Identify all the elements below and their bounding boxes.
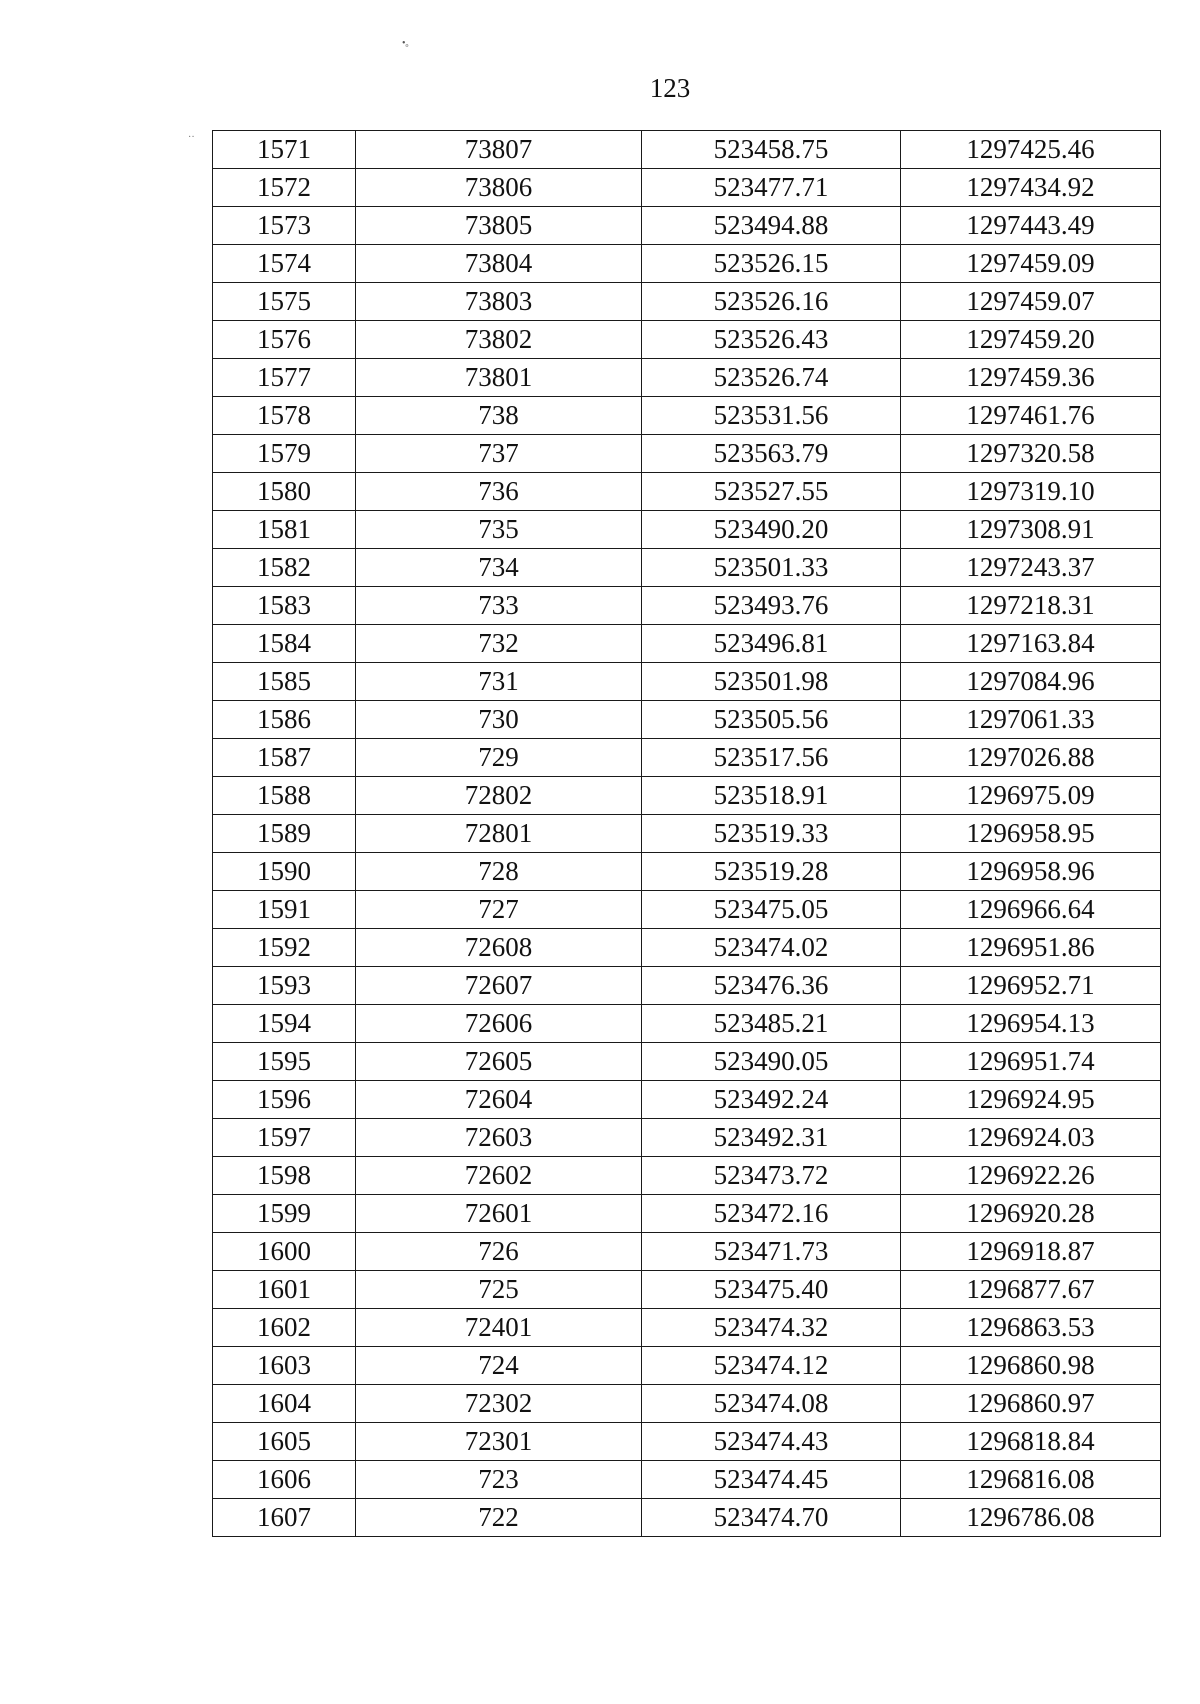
table-row: [213, 1233, 1161, 1271]
row-index-cell: 1576: [213, 321, 356, 359]
x-coordinate-cell: 523474.70: [642, 1499, 901, 1537]
table-row: [213, 701, 1161, 739]
y-coordinate-cell: 1296952.71: [901, 967, 1161, 1005]
point-id-cell: 73804: [356, 245, 642, 283]
point-id-cell: 731: [356, 663, 642, 701]
point-id-cell: 730: [356, 701, 642, 739]
x-coordinate-cell: 523526.43: [642, 321, 901, 359]
row-index-cell: 1582: [213, 549, 356, 587]
y-coordinate-cell: 1296918.87: [901, 1233, 1161, 1271]
row-index-cell: 1577: [213, 359, 356, 397]
table-row: [213, 1081, 1161, 1119]
point-id-cell: 736: [356, 473, 642, 511]
table-row: [213, 777, 1161, 815]
y-coordinate-cell: 1297163.84: [901, 625, 1161, 663]
row-index-cell: 1593: [213, 967, 356, 1005]
row-index-cell: 1584: [213, 625, 356, 663]
row-index-cell: 1605: [213, 1423, 356, 1461]
x-coordinate-cell: 523494.88: [642, 207, 901, 245]
row-index-cell: 1571: [213, 131, 356, 169]
row-index-cell: 1580: [213, 473, 356, 511]
point-id-cell: 73803: [356, 283, 642, 321]
row-index-cell: 1587: [213, 739, 356, 777]
x-coordinate-cell: 523474.08: [642, 1385, 901, 1423]
table-row: [213, 283, 1161, 321]
x-coordinate-cell: 523519.28: [642, 853, 901, 891]
y-coordinate-cell: 1296924.03: [901, 1119, 1161, 1157]
table-row: [213, 131, 1161, 169]
scan-mark: ··: [188, 132, 195, 143]
x-coordinate-cell: 523493.76: [642, 587, 901, 625]
x-coordinate-cell: 523490.20: [642, 511, 901, 549]
table-row: [213, 853, 1161, 891]
y-coordinate-cell: 1296920.28: [901, 1195, 1161, 1233]
x-coordinate-cell: 523518.91: [642, 777, 901, 815]
y-coordinate-cell: 1296958.95: [901, 815, 1161, 853]
x-coordinate-cell: 523474.12: [642, 1347, 901, 1385]
table-row: [213, 1499, 1161, 1537]
row-index-cell: 1591: [213, 891, 356, 929]
point-id-cell: 73807: [356, 131, 642, 169]
x-coordinate-cell: 523492.24: [642, 1081, 901, 1119]
table-row: [213, 587, 1161, 625]
point-id-cell: 738: [356, 397, 642, 435]
table-row: [213, 245, 1161, 283]
point-id-cell: 723: [356, 1461, 642, 1499]
x-coordinate-cell: 523474.45: [642, 1461, 901, 1499]
table-row: [213, 625, 1161, 663]
table-row: [213, 1043, 1161, 1081]
point-id-cell: 73805: [356, 207, 642, 245]
point-id-cell: 72801: [356, 815, 642, 853]
page-number: 123: [649, 73, 691, 103]
point-id-cell: 726: [356, 1233, 642, 1271]
y-coordinate-cell: 1297084.96: [901, 663, 1161, 701]
row-index-cell: 1590: [213, 853, 356, 891]
x-coordinate-cell: 523492.31: [642, 1119, 901, 1157]
row-index-cell: 1575: [213, 283, 356, 321]
table-row: [213, 1385, 1161, 1423]
y-coordinate-cell: 1297061.33: [901, 701, 1161, 739]
point-id-cell: 72606: [356, 1005, 642, 1043]
table-row: [213, 815, 1161, 853]
y-coordinate-cell: 1297434.92: [901, 169, 1161, 207]
y-coordinate-cell: 1297459.07: [901, 283, 1161, 321]
point-id-cell: 72602: [356, 1157, 642, 1195]
x-coordinate-cell: 523527.55: [642, 473, 901, 511]
row-index-cell: 1578: [213, 397, 356, 435]
table-row: [213, 1271, 1161, 1309]
point-id-cell: 73806: [356, 169, 642, 207]
row-index-cell: 1596: [213, 1081, 356, 1119]
row-index-cell: 1604: [213, 1385, 356, 1423]
point-id-cell: 73801: [356, 359, 642, 397]
row-index-cell: 1602: [213, 1309, 356, 1347]
row-index-cell: 1585: [213, 663, 356, 701]
x-coordinate-cell: 523563.79: [642, 435, 901, 473]
y-coordinate-cell: 1296954.13: [901, 1005, 1161, 1043]
table-row: [213, 321, 1161, 359]
x-coordinate-cell: 523501.98: [642, 663, 901, 701]
point-id-cell: 72301: [356, 1423, 642, 1461]
table-row: [213, 359, 1161, 397]
table-row: [213, 1423, 1161, 1461]
x-coordinate-cell: 523475.05: [642, 891, 901, 929]
y-coordinate-cell: 1297243.37: [901, 549, 1161, 587]
y-coordinate-cell: 1296877.67: [901, 1271, 1161, 1309]
point-id-cell: 727: [356, 891, 642, 929]
x-coordinate-cell: 523476.36: [642, 967, 901, 1005]
y-coordinate-cell: 1296924.95: [901, 1081, 1161, 1119]
table-row: [213, 1461, 1161, 1499]
point-id-cell: 724: [356, 1347, 642, 1385]
row-index-cell: 1574: [213, 245, 356, 283]
x-coordinate-cell: 523496.81: [642, 625, 901, 663]
table-row: [213, 1309, 1161, 1347]
x-coordinate-cell: 523526.16: [642, 283, 901, 321]
point-id-cell: 733: [356, 587, 642, 625]
table-row: [213, 1195, 1161, 1233]
y-coordinate-cell: 1297320.58: [901, 435, 1161, 473]
table-row: [213, 1005, 1161, 1043]
point-id-cell: 732: [356, 625, 642, 663]
row-index-cell: 1573: [213, 207, 356, 245]
point-id-cell: 72401: [356, 1309, 642, 1347]
row-index-cell: 1592: [213, 929, 356, 967]
point-id-cell: 72608: [356, 929, 642, 967]
x-coordinate-cell: 523474.32: [642, 1309, 901, 1347]
table-row: [213, 663, 1161, 701]
table-body: [213, 131, 1161, 1537]
point-id-cell: 72604: [356, 1081, 642, 1119]
row-index-cell: 1583: [213, 587, 356, 625]
point-id-cell: 72607: [356, 967, 642, 1005]
y-coordinate-cell: 1296958.96: [901, 853, 1161, 891]
table-row: [213, 891, 1161, 929]
point-id-cell: 725: [356, 1271, 642, 1309]
row-index-cell: 1572: [213, 169, 356, 207]
y-coordinate-cell: 1297425.46: [901, 131, 1161, 169]
x-coordinate-cell: 523458.75: [642, 131, 901, 169]
x-coordinate-cell: 523473.72: [642, 1157, 901, 1195]
point-id-cell: 73802: [356, 321, 642, 359]
table-row: [213, 739, 1161, 777]
x-coordinate-cell: 523501.33: [642, 549, 901, 587]
row-index-cell: 1606: [213, 1461, 356, 1499]
row-index-cell: 1586: [213, 701, 356, 739]
y-coordinate-cell: 1296860.98: [901, 1347, 1161, 1385]
y-coordinate-cell: 1297319.10: [901, 473, 1161, 511]
table-row: [213, 435, 1161, 473]
table-row: [213, 1347, 1161, 1385]
y-coordinate-cell: 1296816.08: [901, 1461, 1161, 1499]
point-id-cell: 72802: [356, 777, 642, 815]
x-coordinate-cell: 523490.05: [642, 1043, 901, 1081]
y-coordinate-cell: 1296922.26: [901, 1157, 1161, 1195]
y-coordinate-cell: 1297443.49: [901, 207, 1161, 245]
row-index-cell: 1599: [213, 1195, 356, 1233]
y-coordinate-cell: 1297459.36: [901, 359, 1161, 397]
row-index-cell: 1600: [213, 1233, 356, 1271]
row-index-cell: 1607: [213, 1499, 356, 1537]
point-id-cell: 735: [356, 511, 642, 549]
point-id-cell: 737: [356, 435, 642, 473]
x-coordinate-cell: 523517.56: [642, 739, 901, 777]
x-coordinate-cell: 523526.15: [642, 245, 901, 283]
y-coordinate-cell: 1297026.88: [901, 739, 1161, 777]
y-coordinate-cell: 1296951.74: [901, 1043, 1161, 1081]
x-coordinate-cell: 523471.73: [642, 1233, 901, 1271]
row-index-cell: 1581: [213, 511, 356, 549]
x-coordinate-cell: 523475.40: [642, 1271, 901, 1309]
x-coordinate-cell: 523474.02: [642, 929, 901, 967]
x-coordinate-cell: 523505.56: [642, 701, 901, 739]
y-coordinate-cell: 1296860.97: [901, 1385, 1161, 1423]
table-row: [213, 549, 1161, 587]
row-index-cell: 1594: [213, 1005, 356, 1043]
y-coordinate-cell: 1297308.91: [901, 511, 1161, 549]
y-coordinate-cell: 1296966.64: [901, 891, 1161, 929]
row-index-cell: 1588: [213, 777, 356, 815]
y-coordinate-cell: 1297459.09: [901, 245, 1161, 283]
row-index-cell: 1598: [213, 1157, 356, 1195]
x-coordinate-cell: 523472.16: [642, 1195, 901, 1233]
x-coordinate-cell: 523526.74: [642, 359, 901, 397]
x-coordinate-cell: 523485.21: [642, 1005, 901, 1043]
coordinates-table: [212, 130, 1161, 1537]
y-coordinate-cell: 1296818.84: [901, 1423, 1161, 1461]
y-coordinate-cell: 1297461.76: [901, 397, 1161, 435]
point-id-cell: 722: [356, 1499, 642, 1537]
table-row: [213, 169, 1161, 207]
x-coordinate-cell: 523531.56: [642, 397, 901, 435]
point-id-cell: 72605: [356, 1043, 642, 1081]
y-coordinate-cell: 1296863.53: [901, 1309, 1161, 1347]
x-coordinate-cell: 523474.43: [642, 1423, 901, 1461]
table-row: [213, 967, 1161, 1005]
table-row: [213, 207, 1161, 245]
scan-speck: •ₒ: [402, 38, 409, 49]
row-index-cell: 1603: [213, 1347, 356, 1385]
table-row: [213, 1157, 1161, 1195]
row-index-cell: 1579: [213, 435, 356, 473]
y-coordinate-cell: 1296975.09: [901, 777, 1161, 815]
y-coordinate-cell: 1296951.86: [901, 929, 1161, 967]
row-index-cell: 1589: [213, 815, 356, 853]
point-id-cell: 72601: [356, 1195, 642, 1233]
table-row: [213, 397, 1161, 435]
row-index-cell: 1595: [213, 1043, 356, 1081]
point-id-cell: 72603: [356, 1119, 642, 1157]
point-id-cell: 728: [356, 853, 642, 891]
y-coordinate-cell: 1297218.31: [901, 587, 1161, 625]
y-coordinate-cell: 1296786.08: [901, 1499, 1161, 1537]
table-row: [213, 929, 1161, 967]
point-id-cell: 729: [356, 739, 642, 777]
point-id-cell: 734: [356, 549, 642, 587]
row-index-cell: 1597: [213, 1119, 356, 1157]
table-row: [213, 1119, 1161, 1157]
table-row: [213, 511, 1161, 549]
point-id-cell: 72302: [356, 1385, 642, 1423]
y-coordinate-cell: 1297459.20: [901, 321, 1161, 359]
x-coordinate-cell: 523477.71: [642, 169, 901, 207]
row-index-cell: 1601: [213, 1271, 356, 1309]
x-coordinate-cell: 523519.33: [642, 815, 901, 853]
table-row: [213, 473, 1161, 511]
